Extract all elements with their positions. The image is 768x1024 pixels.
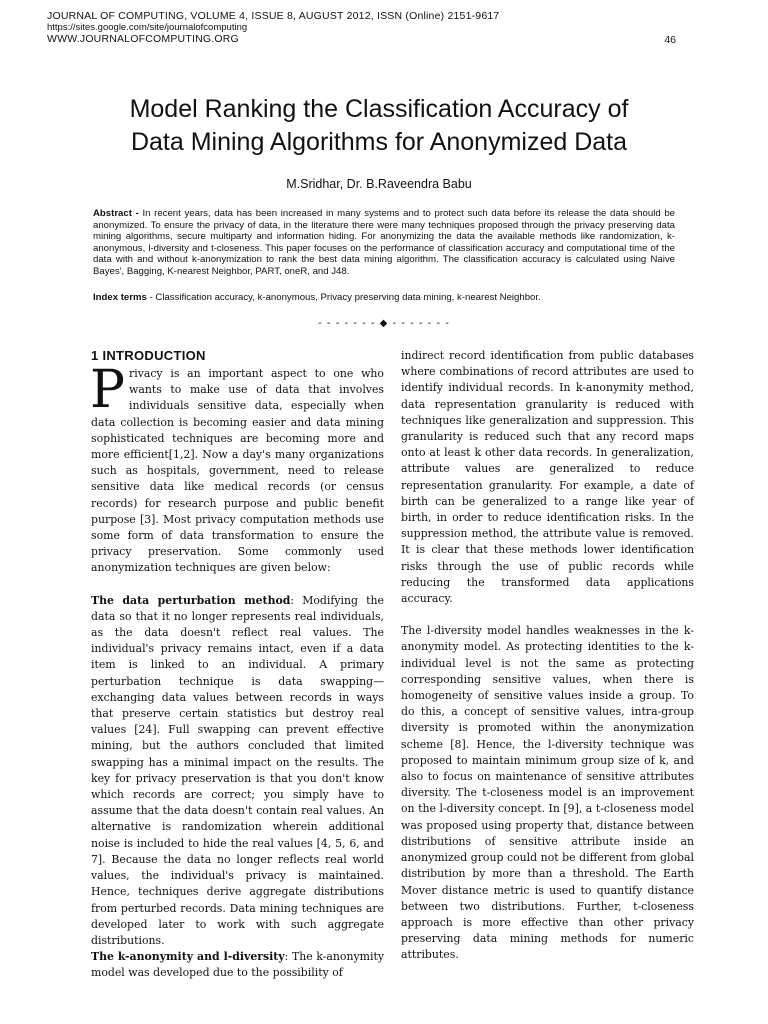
abstract-label: Abstract - (93, 208, 139, 219)
journal-site: WWW.JOURNALOFCOMPUTING.ORG (47, 33, 239, 45)
intro-text: rivacy is an important aspect to one who wants to make use of data that involves individuals sensitive data, especially when data collection is becoming easier and data mining sophisticated techniques are becoming more and more efficient[1,2]. Now a day's many organizations such as hospitals, government, need to release sensitive data like medical records (or census records) for research purpose and public benefit purpose [3]. Most privacy computation methods use some form of data transformation to ensure the privacy preservation. Some commonly used anonymization techniques are given below: (91, 367, 384, 575)
left-column (91, 348, 384, 982)
kanon-text: : The k-anonymity model was developed due to the possibility of (91, 950, 384, 980)
index-terms-label: Index terms (93, 292, 147, 303)
journal-header (47, 10, 499, 45)
section-separator: - - - - - - - ◆ - - - - - - - (318, 318, 450, 329)
journal-url: https://sites.google.com/site/journalofcomputing (47, 22, 248, 33)
section-heading: 1 INTRODUCTION (91, 348, 206, 363)
drop-cap: P (90, 360, 125, 420)
kanon-label: The k-anonymity and l-diversity (91, 950, 285, 964)
perturbation-label: The data perturbation method (91, 593, 291, 607)
page-number: 46 (664, 34, 676, 46)
intro-paragraph (90, 360, 384, 577)
kanon-paragraph (91, 949, 384, 981)
authors: M.Sridhar, Dr. B.Raveendra Babu (286, 177, 472, 191)
title-line-2: Data Mining Algorithms for Anonymized Data (130, 128, 628, 156)
perturbation-paragraph (91, 593, 384, 949)
ldiversity-paragraph: The l-diversity model handles weaknesses in the k-anonymity model. As protecting identities to the k-individual level is not the same as protecting corresponding sensitive values, when there is homogeneity of sensitive values inside a group. To do this, a concept of sensitive values, intra-group diversity is promoted within the anonymization scheme [8]. Hence, the l-diversity technique was proposed to maintain minimum group size of k, and also to focus on maintenance of sensitive attributes diversity. The t-closeness model is an improvement on the l-diversity concept. In [9], a t-closeness model was proposed using property that, distance between distributions of sensitive attribute inside an anonymized group could not be different from global distribution by more than a threshold. The Earth Mover distance metric is used to quantify distance between two distributions. Further, t-closeness approach is more effective than other privacy preserving data mining methods for numeric attributes. (401, 624, 694, 962)
perturbation-text: : Modifying the data so that it no longer represents real individuals, as the data doesn't reflect real values. The individual's privacy remains intact, even if a data item is linked to an individual. A primary perturbation technique is data swapping—exchanging data values between records in ways that preserve certain statistics but destroy real values [24]. Full swapping can prevent effective mining, but the authors concluded that limited swapping has a minimal impact on the results. The key for privacy preservation is that you don't know which records are correct; you simply have to assume that the data doesn't contain real values. An alternative is randomization wherein additional noise is included to hide the real values [4, 5, 6, and 7]. Because the data no longer reflects real world values, the individual's privacy is maintained. Hence, techniques derive aggregate distributions from perturbed records. Data mining techniques are developed later to work with such aggregate distributions. (91, 593, 384, 947)
journal-line: JOURNAL OF COMPUTING, VOLUME 4, ISSUE 8, AUGUST 2012, ISSN (Online) 2151-9617 (47, 10, 500, 22)
paper-title (40, 93, 718, 159)
abstract-text: In recent years, data has been increased in many systems and to protect such data before its release the data should be anonymized. To ensure the privacy of data, in the literature there were many techniques proposed through the privacy preserving data mining algorithms, secure multiparty and information hiding. For anonymizing the data the available methods like randomization, k-anonymous, l-diversity and t-closeness. This paper focuses on the performance of classification accuracy and computational time of the data with and without k-anonymization to rank the best data mining algorithm. The classification accuracy is calculated using Naive Bayes', Bagging, K-nearest Neighbor, PART, oneR, and J48. (93, 208, 676, 277)
index-terms-text: - Classification accuracy, k-anonymous, Privacy preserving data mining, k-nearest Neighbor. (146, 292, 541, 303)
abstract (93, 208, 675, 278)
right-column (401, 348, 694, 964)
kanon-continued-paragraph: indirect record identification from public databases where combinations of record attributes are used to identify individual records. In k-anonymity method, data representation granularity is reduced with techniques like generalization and suppression. This granularity is reduced such that any record maps onto at least k other data records. In generalization, attribute values are generalized to reduce representation granularity. For example, a date of birth can be generalized to a range like year of birth, in order to reduce identification risks. In the suppression method, the attribute value is removed. It is clear that these methods lower identification risks through the use of public records while reducing the transformed data applications accuracy. (401, 349, 694, 606)
index-terms (93, 292, 675, 304)
title-line-1: Model Ranking the Classification Accuracy of (129, 95, 629, 123)
